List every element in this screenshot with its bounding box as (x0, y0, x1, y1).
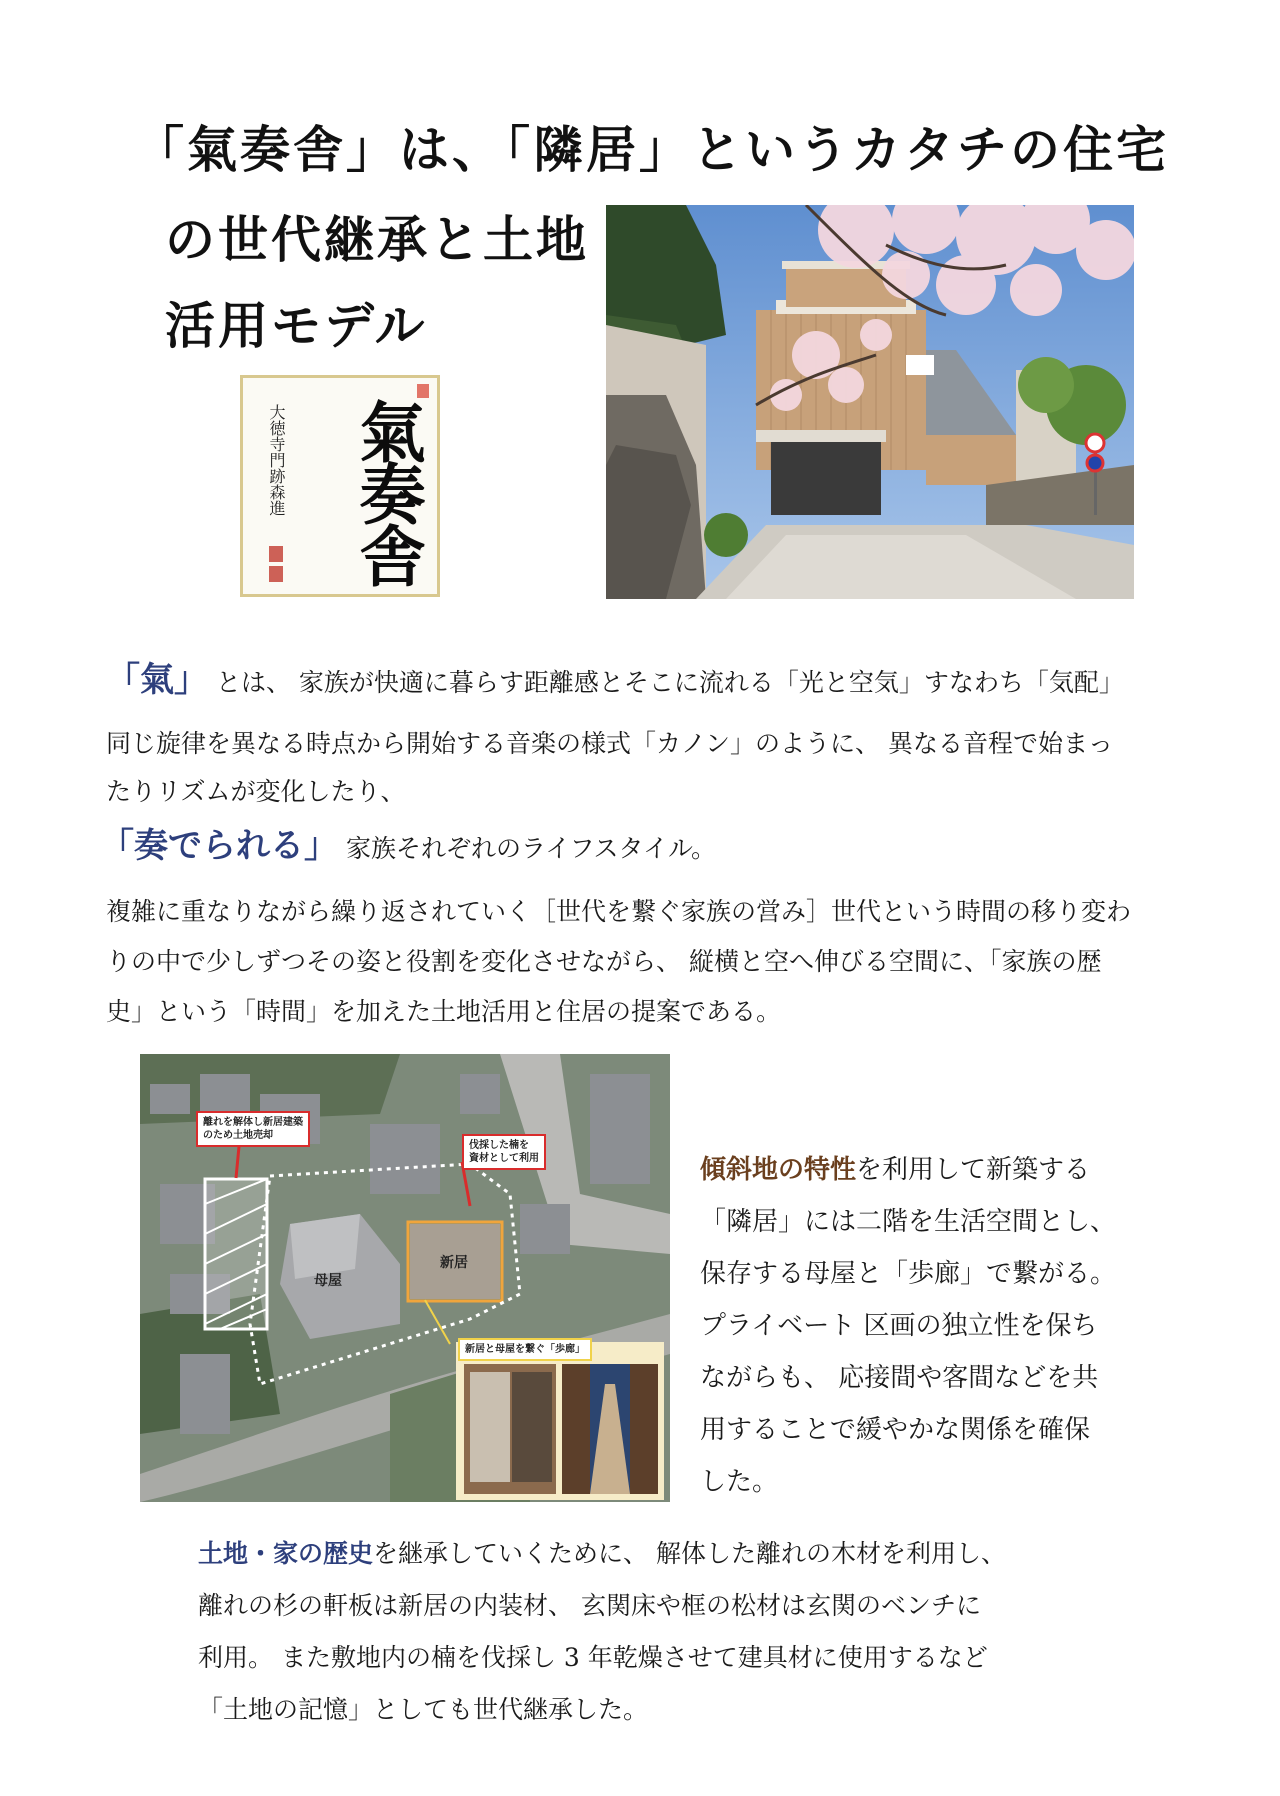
map-label-timber (462, 1134, 546, 1170)
calligraphy-board (240, 375, 440, 597)
slope-line-6: 用することで緩やかな関係を確保 (700, 1415, 1091, 1445)
intro-paragraph-4-line-1: 複雑に重なりながら繰り返されていく［世代を繋ぐ家族の営み］世代という時間の移り変わ (106, 897, 1132, 926)
intro-paragraph-2-line-1: 同じ旋律を異なる時点から開始する音楽の様式「カノン」のように、 異なる音程で始まっ (106, 729, 1113, 758)
title-line-3: 活用モデル (165, 296, 428, 355)
slope-line-7: した。 (700, 1467, 779, 1497)
calligraphy-signature: 大徳寺門跡森進 (267, 404, 286, 516)
seal-stamp-1 (269, 546, 283, 562)
slope-line-1 (700, 1144, 1116, 1196)
map-tag-new-house: 新居 (440, 1255, 468, 1271)
slope-line-1-text: を利用して新築する (856, 1155, 1091, 1185)
history-accent: 土地・家の歴史 (198, 1539, 374, 1568)
intro-paragraph-4-line-3: 史」という「時間」を加えた土地活用と住居の提案である。 (106, 997, 782, 1026)
slope-accent: 傾斜地の特性 (700, 1155, 857, 1185)
history-line-3: 利用。 また敷地内の楠を伐採し 3 年乾燥させて建具材に使用するなど (198, 1643, 988, 1672)
slope-line-5: ながらも、 応接間や客間などを共 (700, 1363, 1099, 1393)
map-label-corridor: 新居と母屋を繋ぐ「歩廊」 (458, 1338, 592, 1361)
intro-paragraph-4-line-2: りの中で少しずつその姿と役割を変化させながら、 縦横と空へ伸びる空間に、「家族の歴 (106, 947, 1102, 976)
seal-stamp-2 (269, 566, 283, 582)
intro-paragraph-1 (106, 660, 1124, 703)
history-line-1 (198, 1528, 1006, 1580)
history-line-4: 「土地の記憶」としても世代継承した。 (198, 1695, 649, 1724)
intro-p3-text: 家族それぞれのライフスタイル。 (345, 834, 716, 863)
history-line-1-text: を継承していくために、 解体した離れの木材を利用し、 (373, 1539, 1006, 1568)
map-tag-main-house: 母屋 (314, 1273, 342, 1289)
map-label-demolish-line-1: 離れを解体し新居建築 (203, 1117, 303, 1128)
intro-p1-text: とは、 家族が快適に暮らす距離感とそこに流れる「光と空気」すなわち「気配」 (215, 668, 1124, 697)
map-label-timber-line-2: 資材として利用 (469, 1153, 539, 1164)
house-photo-illustration (606, 205, 1134, 599)
history-text-block (198, 1528, 1006, 1736)
house-photo (606, 205, 1134, 599)
slope-line-4: プライベート 区画の独立性を保ち (700, 1311, 1098, 1341)
site-aerial-map (140, 1054, 670, 1502)
map-label-demolish-line-2: のため土地売却 (203, 1130, 273, 1141)
intro-paragraph-3 (100, 826, 716, 869)
title-line-2: の世代継承と土地 (165, 210, 589, 269)
slope-line-2: 「隣居」には二階を生活空間とし、 (700, 1207, 1117, 1237)
seal-stamp-top (417, 384, 429, 398)
calligraphy-main-text: 氣奏舎 (348, 398, 426, 584)
slope-text-block (700, 1144, 1116, 1508)
title-line-1: 「氣奏舎」は、「隣居」というカタチの住宅 (134, 120, 1169, 179)
intro-paragraph-2-line-2: たりリズムが変化したり、 (106, 777, 406, 806)
map-label-timber-line-1: 伐採した楠を (469, 1140, 529, 1151)
slope-line-3: 保存する母屋と「歩廊」で繋がる。 (700, 1259, 1117, 1289)
kanaderareru-accent: 「奏でられる」 (100, 826, 338, 866)
ki-accent: 「氣」 (106, 660, 208, 700)
history-line-2: 離れの杉の軒板は新居の内装材、 玄関床や框の松材は玄関のベンチに (198, 1591, 981, 1620)
map-label-demolish (196, 1111, 310, 1147)
